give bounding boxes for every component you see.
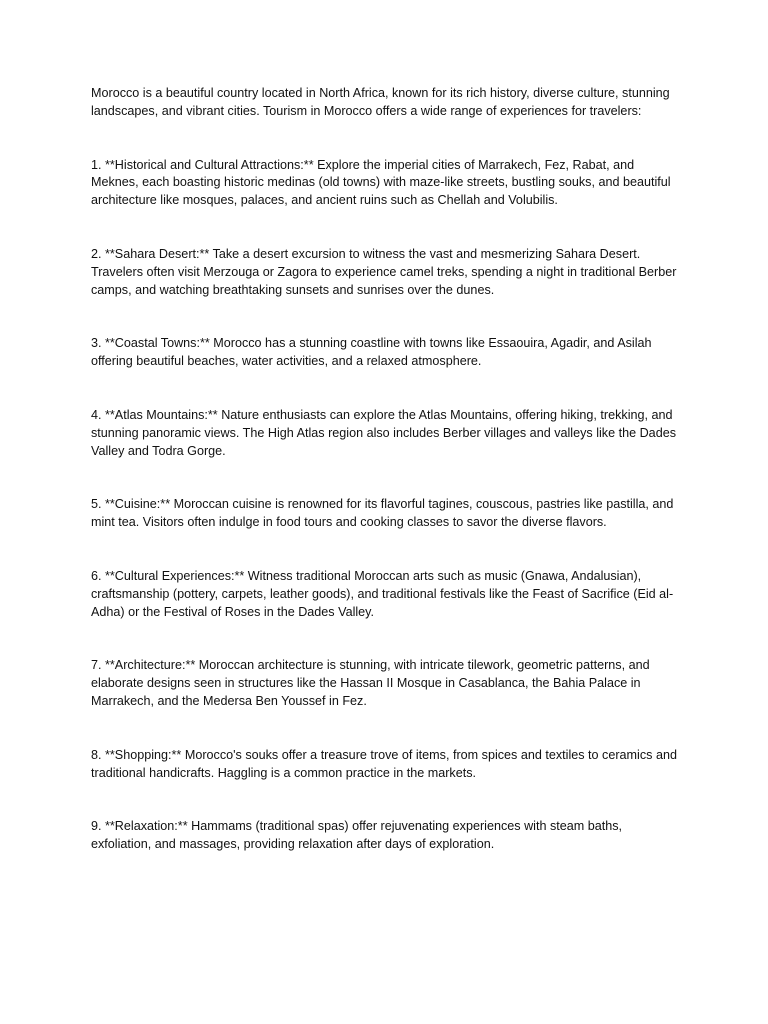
list-item-architecture: 7. **Architecture:** Moroccan architecture is stunning, with intricate tilework, geometric patterns, and elaborate designs seen in structures like the Hassan II Mosque in Casablanca, the Bahia Palace in Marrakech, and the Medersa Ben Youssef in Fez. — [91, 658, 650, 708]
list-item-cuisine: 5. **Cuisine:** Moroccan cuisine is renowned for its flavorful tagines, couscous, pastries like pastilla, and mint tea. Visitors often indulge in food tours and cooking classes to savor the diverse flavors. — [91, 497, 674, 530]
list-item-shopping: 8. **Shopping:** Morocco's souks offer a treasure trove of items, from spices and textiles to ceramics and traditional handicrafts. Haggling is a common practice in the markets. — [91, 747, 677, 780]
document-page — [91, 85, 681, 890]
list-item-cultural: 6. **Cultural Experiences:** Witness traditional Moroccan arts such as music (Gnawa, Andalusian), craftsmanship (pottery, carpets, leather goods), and traditional festivals like the Feast of Sacrifice (Eid al-Adha) or the Festival of Roses in the Dades Valley. — [91, 568, 674, 619]
list-item-sahara: 2. **Sahara Desert:** Take a desert excursion to witness the vast and mesmerizing Sahara Desert. Travelers often visit Merzouga or Zagora to experience camel treks, spending a night in traditional Berber camps, and watching breathtaking sunsets and sunrises over the dunes. — [91, 246, 677, 297]
list-item-coastal: 3. **Coastal Towns:** Morocco has a stunning coastline with towns like Essaouira, Agadir, and Asilah offering beautiful beaches, water activities, and a relaxed atmosphere. — [91, 336, 652, 369]
intro-paragraph: Morocco is a beautiful country located in North Africa, known for its rich history, diverse culture, stunning landscapes, and vibrant cities. Tourism in Morocco offers a wide range of experiences for travelers: — [91, 86, 670, 118]
list-item-relaxation: 9. **Relaxation:** Hammams (traditional spas) offer rejuvenating experiences with steam baths, exfoliation, and massages, providing relaxation after days of exploration. — [91, 819, 623, 852]
list-item-atlas: 4. **Atlas Mountains:** Nature enthusiasts can explore the Atlas Mountains, offering hiking, trekking, and stunning panoramic views. The High Atlas region also includes Berber villages and valleys like the Dades Valley and Todra Gorge. — [91, 407, 676, 458]
list-item-historical: 1. **Historical and Cultural Attractions:** Explore the imperial cities of Marrakech, Fez, Rabat, and Meknes, each boasting historic medinas (old towns) with maze-like streets, bustling souks, and beautiful architecture like mosques, palaces, and ancient ruins such as Chellah and Volubilis. — [91, 157, 671, 208]
